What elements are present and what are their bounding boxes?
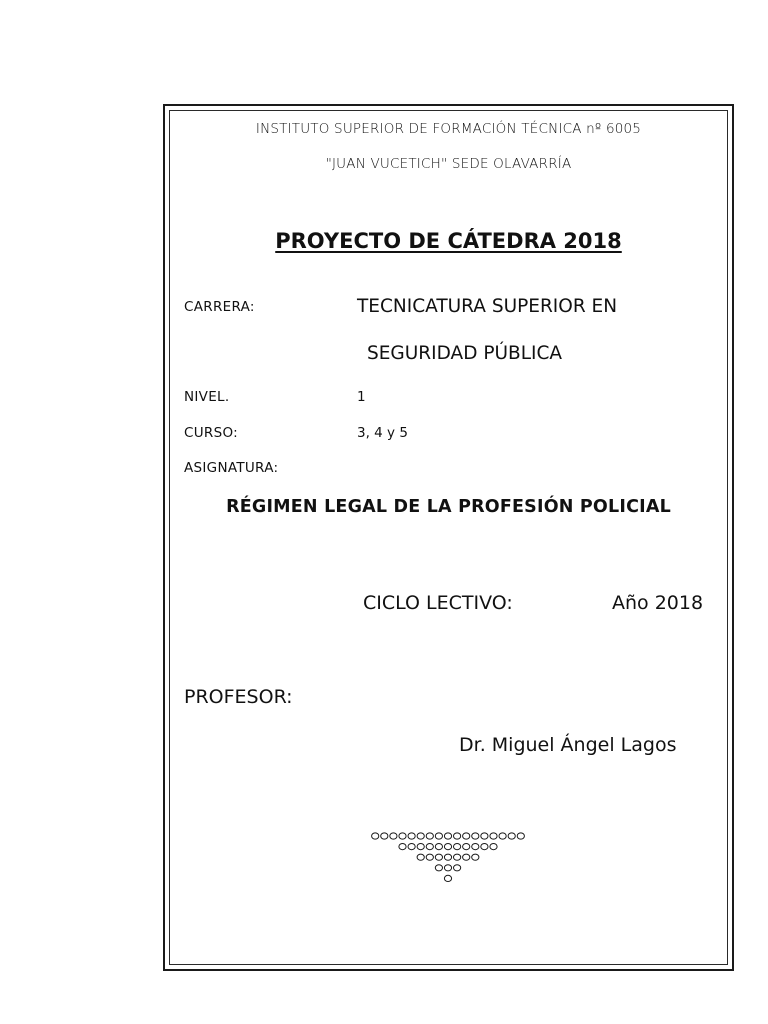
circle-triangle-ornament-icon <box>340 830 556 890</box>
ornament-ring <box>508 833 515 839</box>
ornament-ring <box>399 833 406 839</box>
ornament-ring <box>444 865 451 871</box>
ornament-ring <box>472 854 479 860</box>
ornament-ring <box>426 854 433 860</box>
ornament-ring <box>454 865 461 871</box>
page-title: PROYECTO DE CÁTEDRA 2018 <box>275 229 622 253</box>
carrera-value-line1: TECNICATURA SUPERIOR EN <box>357 296 618 317</box>
ornament-ring <box>444 833 451 839</box>
ornament-ring <box>481 844 488 850</box>
ciclo-lectivo-label: CICLO LECTIVO: <box>363 592 513 614</box>
ornament-ring <box>481 833 488 839</box>
carrera-value-line2: SEGURIDAD PÚBLICA <box>367 343 563 364</box>
ornament-ring <box>390 833 397 839</box>
ornament-ring <box>426 833 433 839</box>
curso-label: CURSO: <box>184 425 238 441</box>
ornament-ring <box>472 833 479 839</box>
ornament-ring <box>426 844 433 850</box>
ornament-ring <box>454 854 461 860</box>
ornament-ring <box>517 833 524 839</box>
ornament-ring <box>435 833 442 839</box>
profesor-label: PROFESOR: <box>184 686 293 708</box>
nivel-label: NIVEL. <box>184 389 230 405</box>
ornament-ring <box>372 833 379 839</box>
ornament-ring <box>454 833 461 839</box>
ornament-ring <box>435 865 442 871</box>
ornament-ring <box>381 833 388 839</box>
ornament-ring <box>417 844 424 850</box>
ornament-ring <box>454 844 461 850</box>
ornament-ring <box>417 854 424 860</box>
ornament-ring <box>499 833 506 839</box>
curso-value: 3, 4 y 5 <box>357 425 408 441</box>
ornament-ring <box>463 844 470 850</box>
ornament-ring <box>490 833 497 839</box>
ornament-ring <box>444 844 451 850</box>
ornament-ring <box>490 844 497 850</box>
ornament-ring <box>408 833 415 839</box>
asignatura-label: ASIGNATURA: <box>184 460 279 476</box>
ornament-ring <box>435 854 442 860</box>
ornament-ring <box>444 854 451 860</box>
ornament-ring <box>444 875 451 881</box>
ornament-ring <box>463 854 470 860</box>
campus-name: "JUAN VUCETICH" SEDE OLAVARRÍA <box>325 156 572 172</box>
carrera-label: CARRERA: <box>184 299 255 315</box>
nivel-value: 1 <box>357 389 366 405</box>
ciclo-lectivo-value: Año 2018 <box>612 592 704 614</box>
ornament-ring <box>463 833 470 839</box>
asignatura-value: RÉGIMEN LEGAL DE LA PROFESIÓN POLICIAL <box>226 497 671 517</box>
ornament-ring <box>417 833 424 839</box>
ornament-ring <box>399 844 406 850</box>
ornament-ring <box>472 844 479 850</box>
ornament-ring <box>435 844 442 850</box>
ornament-ring <box>408 844 415 850</box>
profesor-name: Dr. Miguel Ángel Lagos <box>459 734 677 756</box>
institute-name: INSTITUTO SUPERIOR DE FORMACIÓN TÉCNICA nº 6005 <box>255 121 642 137</box>
